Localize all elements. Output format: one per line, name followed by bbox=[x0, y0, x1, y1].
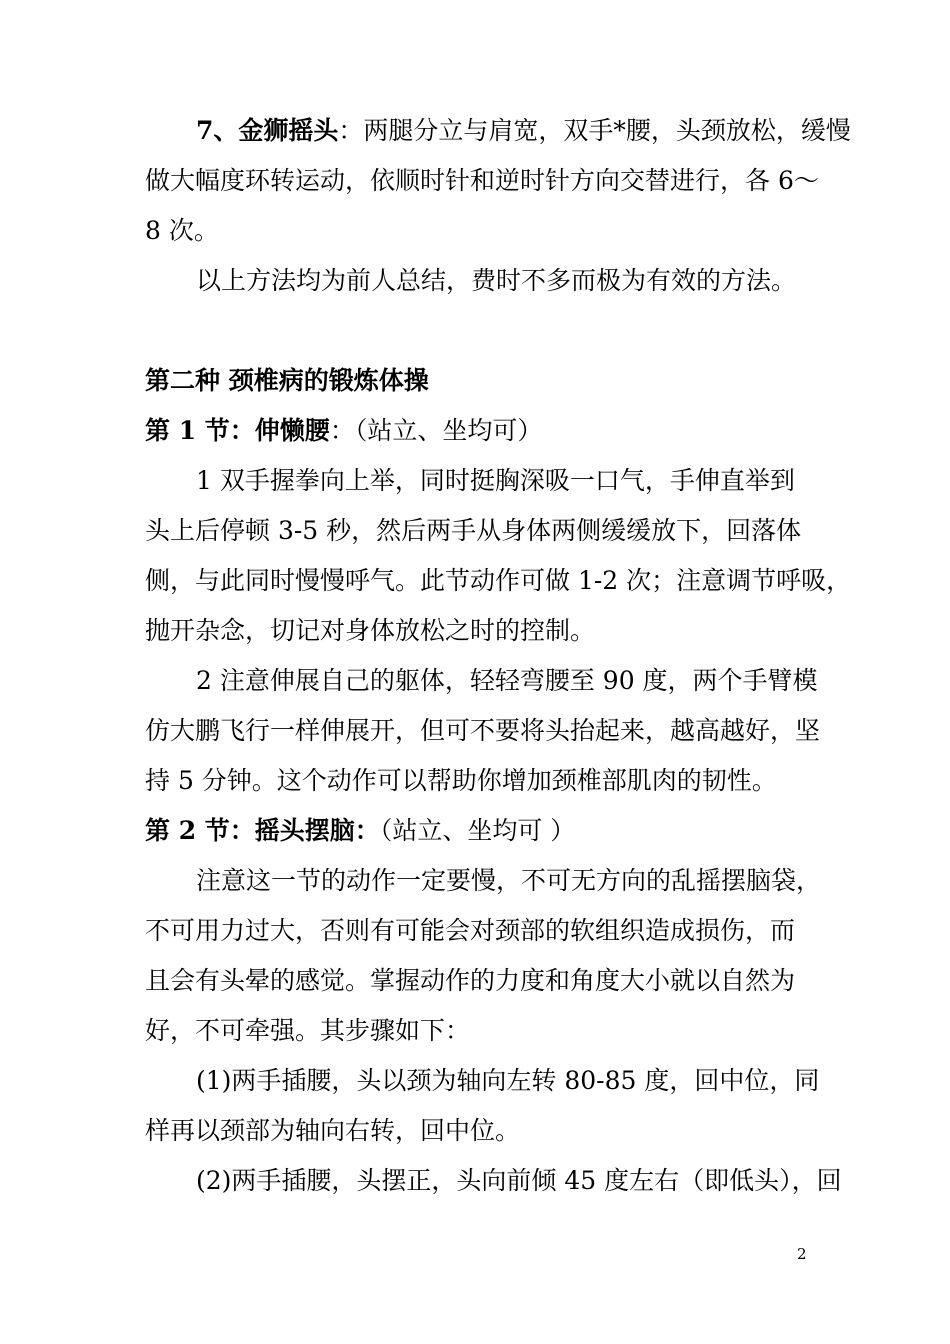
body-text: ：两腿分立与肩宽，双手*腰，头颈放松，缓慢 bbox=[338, 116, 851, 145]
text-line bbox=[0, 461, 950, 501]
body-text: 仿大鹏飞行一样伸展开，但可不要将头抬起来，越高越好，坚 bbox=[145, 716, 821, 745]
text-line bbox=[0, 761, 950, 801]
text-line bbox=[0, 561, 950, 601]
heading-text: 7、金狮摇头 bbox=[196, 116, 339, 145]
text-line bbox=[0, 511, 950, 551]
text-line bbox=[0, 811, 950, 851]
heading-text: 第 2 节：摇头摆脑： bbox=[145, 816, 380, 845]
text-line bbox=[0, 961, 950, 1001]
heading-text: 第二种 颈椎病的锻炼体操 bbox=[145, 366, 429, 395]
text-line bbox=[0, 661, 950, 701]
body-text: 且会有头晕的感觉。掌握动作的力度和角度大小就以自然为 bbox=[145, 966, 796, 995]
body-text: 8 次。 bbox=[145, 216, 219, 245]
body-text: 注意这一节的动作一定要慢，不可无方向的乱摇摆脑袋， bbox=[196, 866, 822, 895]
text-line bbox=[0, 161, 950, 201]
text-line bbox=[0, 711, 950, 751]
text-line bbox=[0, 411, 950, 451]
body-text: 头上后停顿 3-5 秒，然后两手从身体两侧缓缓放下，回落体 bbox=[145, 516, 802, 545]
body-text: 2 注意伸展自己的躯体，轻轻弯腰至 90 度，两个手臂模 bbox=[196, 666, 818, 695]
text-line bbox=[0, 361, 950, 401]
body-text: （站立、坐均可 ） bbox=[379, 816, 576, 845]
text-line bbox=[0, 261, 950, 301]
body-text: 侧，与此同时慢慢呼气。此节动作可做 1-2 次；注意调节呼吸， bbox=[145, 566, 852, 595]
text-line bbox=[0, 1161, 950, 1201]
body-text: (1)两手插腰，头以颈为轴向左转 80-85 度，回中位，同 bbox=[196, 1066, 820, 1095]
text-line bbox=[0, 1111, 950, 1151]
text-line bbox=[0, 1011, 950, 1051]
body-text: (2)两手插腰，头摆正，头向前倾 45 度左右（即低头），回 bbox=[196, 1166, 842, 1195]
page-number: 2 bbox=[797, 1245, 807, 1263]
text-line bbox=[0, 1061, 950, 1101]
text-line bbox=[0, 211, 950, 251]
text-line bbox=[0, 861, 950, 901]
body-text: 1 双手握拳向上举，同时挺胸深吸一口气，手伸直举到 bbox=[196, 466, 795, 495]
body-text: 不可用力过大，否则有可能会对颈部的软组织造成损伤，而 bbox=[145, 916, 796, 945]
body-text: 好，不可牵强。其步骤如下： bbox=[145, 1016, 471, 1045]
body-text: 抛开杂念，切记对身体放松之时的控制。 bbox=[145, 616, 596, 645]
body-text: 样再以颈部为轴向右转，回中位。 bbox=[145, 1116, 521, 1145]
heading-text: 第 1 节：伸懒腰 bbox=[145, 416, 330, 445]
text-line bbox=[0, 611, 950, 651]
body-text: 持 5 分钟。这个动作可以帮助你增加颈椎部肌肉的韧性。 bbox=[145, 766, 777, 795]
body-text: ：（站立、坐均可） bbox=[329, 416, 543, 445]
body-text: 以上方法均为前人总结，费时不多而极为有效的方法。 bbox=[196, 266, 797, 295]
body-text: 做大幅度环转运动，依顺时针和逆时针方向交替进行，各 6～ bbox=[145, 166, 819, 195]
text-line bbox=[0, 911, 950, 951]
text-line bbox=[0, 111, 950, 151]
